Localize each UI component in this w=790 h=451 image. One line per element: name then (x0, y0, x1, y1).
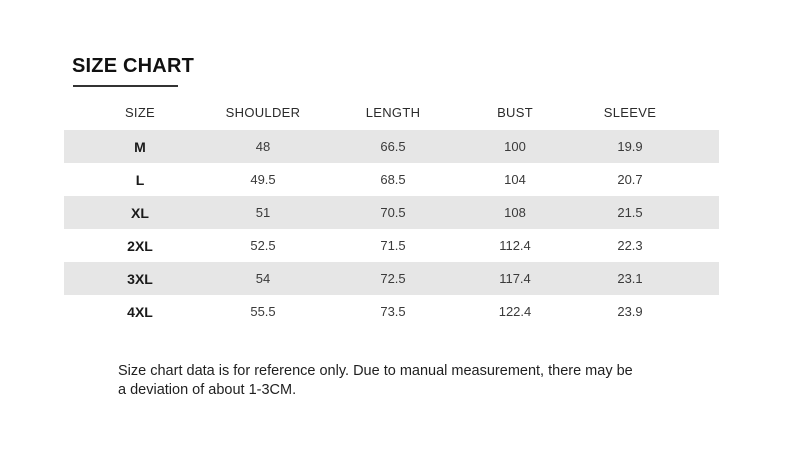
table-row (64, 295, 719, 328)
title-underline (73, 85, 178, 87)
size-table (64, 95, 719, 328)
header-length: LENGTH (365, 105, 421, 120)
table-row (64, 229, 719, 262)
table-header-row (64, 95, 719, 130)
length-cell: 70.5 (380, 205, 406, 220)
header-bust: BUST (497, 105, 533, 120)
length-cell: 71.5 (380, 238, 406, 253)
bust-cell: 104 (504, 172, 526, 187)
shoulder-cell: 49.5 (250, 172, 276, 187)
size-cell: 3XL (127, 270, 153, 287)
length-cell: 73.5 (380, 304, 406, 319)
size-cell: 4XL (127, 303, 153, 320)
header-sleeve: SLEEVE (603, 105, 657, 120)
table-row (64, 262, 719, 295)
bust-cell: 122.4 (498, 304, 532, 319)
sleeve-cell: 23.1 (617, 271, 643, 286)
table-row (64, 163, 719, 196)
size-cell: XL (131, 204, 149, 221)
table-row (64, 196, 719, 229)
table-row (64, 130, 719, 163)
sleeve-cell: 20.7 (617, 172, 643, 187)
bust-cell: 112.4 (499, 238, 531, 253)
sleeve-cell: 22.3 (617, 238, 643, 253)
header-size: SIZE (124, 105, 156, 120)
header-shoulder: SHOULDER (225, 105, 301, 120)
shoulder-cell: 54 (255, 271, 271, 286)
length-cell: 72.5 (380, 271, 406, 286)
bust-cell: 117.4 (499, 271, 531, 286)
shoulder-cell: 52.5 (250, 238, 276, 253)
size-chart-title: SIZE CHART (72, 55, 194, 77)
shoulder-cell: 55.5 (250, 304, 276, 319)
length-cell: 66.5 (380, 139, 406, 154)
bust-cell: 108 (504, 205, 526, 220)
shoulder-cell: 51 (255, 205, 271, 220)
bust-cell: 100 (504, 139, 526, 154)
size-cell: 2XL (127, 237, 153, 254)
length-cell: 68.5 (380, 172, 406, 187)
size-cell: M (134, 138, 146, 155)
sleeve-cell: 23.9 (617, 304, 643, 319)
disclaimer-note: Size chart data is for reference only. Due to manual measurement, there may be a deviation of about 1-3CM. (118, 363, 633, 398)
shoulder-cell: 48 (255, 139, 271, 154)
sleeve-cell: 19.9 (617, 139, 643, 154)
size-cell: L (135, 171, 145, 188)
sleeve-cell: 21.5 (617, 205, 643, 220)
